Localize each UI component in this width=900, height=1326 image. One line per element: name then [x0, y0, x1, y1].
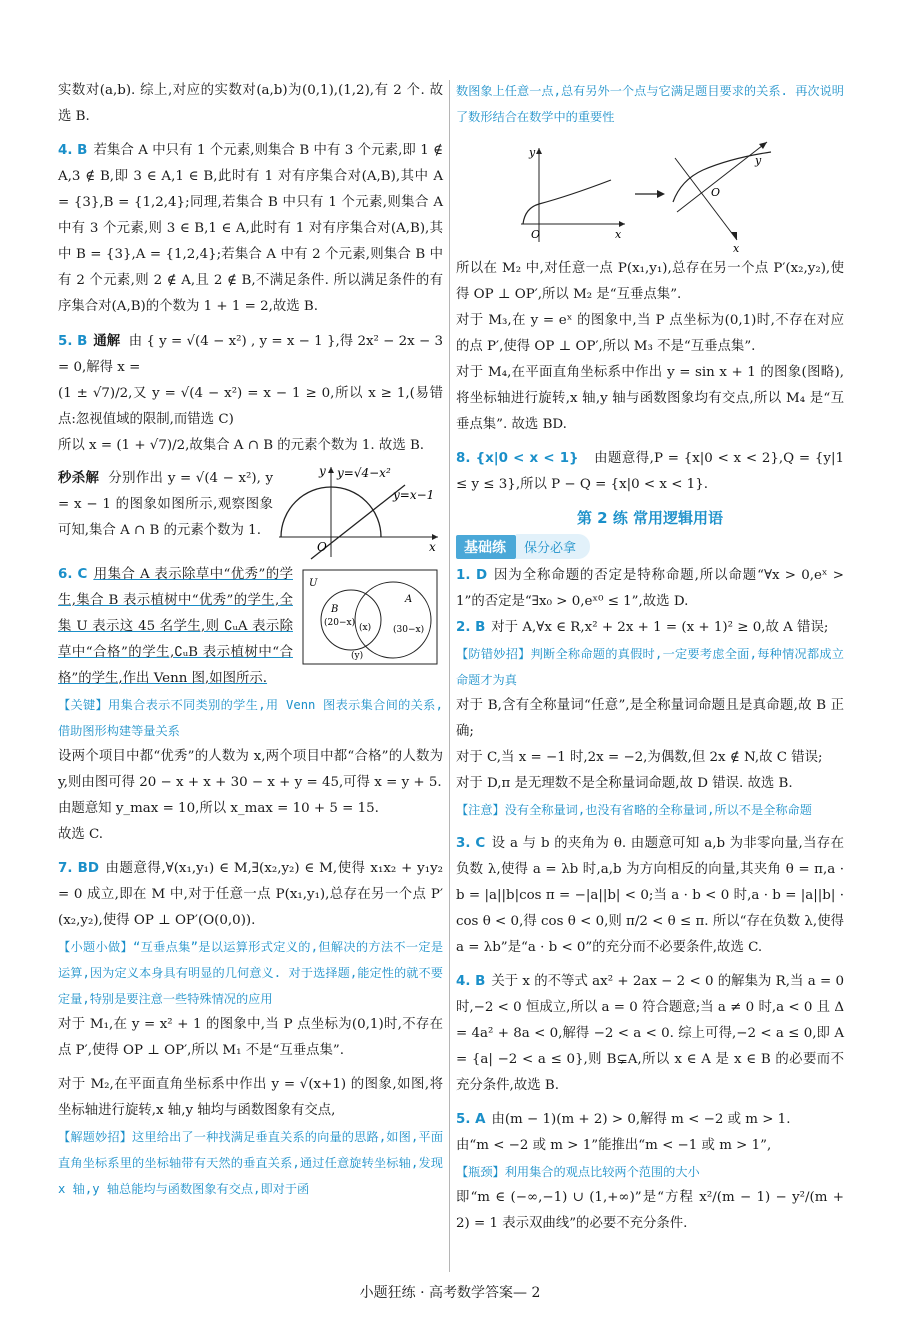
key-note — [58, 692, 443, 744]
rotated-axes-graph — [671, 134, 781, 254]
left-column — [58, 78, 443, 1202]
answer-s5 — [456, 1107, 844, 1133]
paragraph: 对于 C,当 x = −1 时,2x = −2,为偶数,但 2x ∉ N,故 C 错误; — [456, 750, 823, 765]
answer-text: 由(m − 1)(m + 2) > 0,解得 m < −2 或 m > 1. — [491, 1112, 791, 1127]
answer-number: 6. C — [58, 567, 88, 582]
answer-text: 对于 A,∀x ∈ R,x² + 2x + 1 = (x + 1)² ≥ 0,故 A 错误; — [491, 620, 829, 635]
answer-text: 由题意得,P = {x|0 < x < 2},Q = {y|1 ≤ y ≤ 3},所以 P − Q = {x|0 < x < 1}. — [456, 451, 844, 492]
venn-a-label: A — [405, 594, 413, 605]
paragraph: 对于 M₁,在 y = x² + 1 的图象中,当 P 点坐标为(0,1)时,不存在点 P′,使得 OP ⊥ OP′,所以 M₁ 不是“互垂点集”. — [58, 1017, 443, 1058]
y-axis-label: y — [529, 146, 536, 159]
method-note — [58, 1124, 443, 1202]
sqrt-graph — [519, 144, 631, 244]
x-axis-label: x — [733, 242, 740, 254]
answer-text: 若集合 A 中只有 1 个元素,则集合 B 中有 3 个元素,即 1 ∉ A,3 ∉ B,即 3 ∈ A,1 ∈ B,此时有 1 对有序集合对(A,B),其中 A = {3},B = {1,2,4};同理,若集合 B 中只有 1 个元素,则集合 A 中有 3 个元素,则 3 ∈ B,1 ∈ A,此时有 1 对有序集合对(A,B),其中 B = {3},A = {1,2,4};若集合 A 中有 2 个元素,则集合 B 中有 2 个元素,则 2 ∉ A,且 2 ∉ B,不满足条件. 所以满足条件的有序集合对(A,B)的个数为 1 + 1 = 2,故选 B. — [58, 143, 443, 314]
section-title: 第 2 练 常用逻辑用语 — [576, 509, 724, 527]
paragraph: 故选 C. — [58, 827, 104, 842]
x-axis-label: x — [615, 228, 622, 241]
note-text: 利用集合的观点比较两个范围的大小 — [504, 1165, 700, 1179]
answer-s1 — [456, 563, 844, 615]
page-footer: 小题狂练 · 高考数学答案— 2 — [359, 1285, 541, 1301]
origin-label: O — [711, 186, 721, 199]
note-label: 【解题妙招】 — [58, 1130, 133, 1144]
paragraph: 所以在 M₂ 中,对任意一点 P(x₁,y₁),总存在另一个点 P′(x₂,y₂),使得 OP ⊥ OP′,所以 M₂ 是“互垂点集”. — [456, 261, 844, 302]
note-label: 【注意】 — [456, 803, 505, 817]
origin-label: O — [531, 228, 541, 241]
answer-number: 3. C — [456, 836, 486, 851]
note-text: 没有全称量词,也没有省略的全称量词,所以不是全称命题 — [504, 803, 812, 817]
answer-number: 2. B — [456, 620, 486, 635]
answer-number: 5. A — [456, 1112, 486, 1127]
answer-s4 — [456, 969, 844, 1099]
fast-solution-block — [58, 465, 443, 560]
warn-note — [456, 641, 844, 693]
venn-intersection: (x) — [359, 623, 372, 633]
fast-solution — [58, 465, 273, 560]
paragraph: 所以 x = (1 + √7)/2,故集合 A ∩ B 的元素个数为 1. 故选 B. — [58, 438, 425, 453]
paragraph: 对于 M₄,在平面直角坐标系中作出 y = sin x + 1 的图象(图略),将坐标轴进行旋转,x 轴,y 轴与函数图象均有交点,所以 M₄ 是“互垂点集”. 故选 BD. — [456, 365, 844, 432]
method-label: 通解 — [93, 333, 121, 349]
band-subtitle: 保分必拿 — [516, 534, 590, 559]
note-label: 【防错妙招】 — [456, 647, 531, 661]
venn-block — [58, 562, 443, 692]
venn-outside: (y) — [351, 651, 364, 661]
answer-number: 8. {x|0 < x < 1} — [456, 451, 579, 466]
answer-7 — [58, 856, 443, 934]
y-axis-label: y — [755, 154, 762, 167]
paragraph: 设两个项目中都“优秀”的人数为 x,两个项目中都“合格”的人数为 y,则由图可得 20 − x + x + 30 − x + y = 45,可得 x = y + 5. — [58, 749, 443, 790]
answer-8 — [456, 446, 844, 498]
origin-label: O — [317, 540, 327, 554]
note-text: 判断全称命题的真假时,一定要考虑全面,每种情况都成立命题才为真 — [456, 647, 844, 687]
paragraph: 对于 D,π 是无理数不是全称量词命题,故 D 错误. 故选 B. — [456, 776, 793, 791]
note-text: “互垂点集”是以运算形式定义的,但解决的方法不一定是运算,因为定义本身具有明显的几何意义. 对于选择题,能定性的就不要定量,特别是要注意一些特殊情况的应用 — [58, 940, 444, 1006]
answer-number: 7. BD — [58, 861, 99, 876]
answer-text: 由题意得,∀(x₁,y₁) ∈ M,∃(x₂,y₂) ∈ M,使得 x₁x₂ + y₁y₂ = 0 成立,即在 M 中,对于任意一点 P(x₁,y₁),总存在另一个点 P′(x₂,y₂),使得 OP ⊥ OP′(O(0,0)). — [58, 861, 444, 928]
method-label: 秒杀解 — [58, 470, 100, 486]
venn-b-only: (20−x) — [324, 618, 356, 628]
answer-number: 4. B — [456, 974, 486, 989]
paragraph: 由“m < −2 或 m > 1”能推出“m < −1 或 m > 1”, — [456, 1138, 772, 1153]
curve-label: y=√4−x² — [337, 466, 391, 480]
note-text: 这里给出了一种找满足垂直关系的向量的思路,如图,平面直角坐标系里的坐标轴带有天然的垂直关系,通过任意旋转坐标轴,发现 x 轴,y 轴总能均与函数图象有交点,即对于函 — [58, 1130, 444, 1196]
answer-number: 1. D — [456, 568, 488, 583]
answer-text: 设 a 与 b 的夹角为 θ. 由题意可知 a,b 为非零向量,当存在负数 λ,使得 a = λb 时,a,b 为方向相反的向量,其夹角 θ = π,a · b = |a||b|cos π = −|a||b| < 0;当 a · b < 0 时,a · b = |a||b| · cos θ < 0,得 cos θ < 0,则 π/2 < θ ≤ π. 所以“存在负数 λ,使得 a = λb”是“a · b < 0”的充分而不必要条件,故选 C. — [456, 836, 844, 955]
paragraph: 实数对(a,b). 综上,对应的实数对(a,b)为(0,1),(1,2),有 2 个. 故选 B. — [58, 83, 443, 124]
arrow-icon — [631, 184, 671, 204]
y-axis-label: y — [319, 465, 326, 478]
continued-note: 数图象上任意一点,总有另外一个点与它满足题目要求的关系. 再次说明了数形结合在数学中的重要性 — [456, 84, 844, 124]
answer-s3 — [456, 831, 844, 961]
right-column — [456, 78, 844, 1237]
column-divider — [449, 80, 450, 1272]
answer-text: 分别作出 y = √(4 − x²), y = x − 1 的图象如图所示,观察图象可知,集合 A ∩ B 的元素个数为 1. — [58, 471, 274, 538]
note-label: 【小题小做】 — [58, 940, 133, 954]
semicircle-line-graph — [273, 465, 443, 560]
answer-text: 由 { y = √(4 − x²) , y = x − 1 },得 2x² − 2x − 3 = 0,解得 x = — [58, 334, 444, 375]
paragraph: 对于 B,含有全称量词“任意”,是全称量词命题且是真命题,故 B 正确; — [456, 698, 844, 739]
note-label: 【瓶颈】 — [456, 1165, 505, 1179]
x-axis-label: x — [429, 540, 436, 554]
answer-number: 4. B — [58, 143, 88, 158]
paragraph: 对于 M₃,在 y = eˣ 的图象中,当 P 点坐标为(0,1)时,不存在对应的点 P′,使得 OP ⊥ OP′,所以 M₃ 不是“互垂点集”. — [456, 313, 844, 354]
rotation-figures — [456, 134, 844, 254]
answer-5 — [58, 328, 443, 381]
note-label: 【关键】 — [58, 698, 109, 712]
answer-number: 5. B — [58, 334, 88, 349]
paragraph: 即“m ∈ (−∞,−1) ∪ (1,+∞)”是“方程 x²/(m − 1) − y²/(m + 2) = 1 表示双曲线”的必要不充分条件. — [456, 1190, 844, 1231]
paragraph: 对于 M₂,在平面直角坐标系中作出 y = √(x+1) 的图象,如图,将坐标轴进行旋转,x 轴,y 轴均与函数图象有交点, — [58, 1077, 443, 1118]
answer-s2 — [456, 615, 844, 641]
venn-diagram — [301, 568, 441, 668]
line-label: y=x−1 — [393, 488, 435, 502]
answer-text: 关于 x 的不等式 ax² + 2ax − 2 < 0 的解集为 R,当 a = 0 时,−2 < 0 恒成立,所以 a = 0 符合题意;当 a ≠ 0 时,a < 0 且 Δ = 4a² + 8a < 0,解得 −2 < a < 0. 综上可得,−2 < a ≤ 0,即 A = {a| −2 < a ≤ 0},则 B⊊A,所以 x ∈ A 是 x ∈ B 的必要而不充分条件,故选 B. — [456, 974, 844, 1093]
venn-b-label: B — [331, 604, 339, 615]
bottleneck-note — [456, 1159, 844, 1185]
answer-text: 用集合 A 表示除草中“优秀”的学生,集合 B 表示植树中“优秀”的学生,全集 U 表示这 45 名学生,则 ∁ᵤA 表示除草中“合格”的学生,∁ᵤB 表示植树中“合格”的学生,作出 Venn 图,如图所示. — [58, 567, 293, 686]
note-text: 用集合表示不同类别的学生,用 Venn 图表示集合间的关系,借助图形构建等量关系 — [58, 698, 444, 738]
attention-note — [456, 797, 844, 823]
tip-note — [58, 934, 443, 1012]
paragraph: (1 ± √7)/2,又 y = √(4 − x²) = x − 1 ≥ 0,所以 x ≥ 1,(易错点:忽视值域的限制,而错选 C) — [58, 386, 443, 427]
paragraph: 由题意知 y_max = 10,所以 x_max = 10 + 5 = 15. — [58, 801, 379, 816]
band-title: 基础练 — [456, 535, 516, 559]
venn-u-label: U — [309, 578, 318, 589]
venn-a-only: (30−x) — [393, 625, 425, 635]
answer-4 — [58, 138, 443, 320]
answer-text: 因为全称命题的否定是特称命题,所以命题“∀x > 0,eˣ > 1”的否定是“∃x₀ > 0,eˣ⁰ ≤ 1”,故选 D. — [456, 568, 844, 609]
section-band — [456, 534, 844, 559]
answer-6 — [58, 562, 293, 692]
